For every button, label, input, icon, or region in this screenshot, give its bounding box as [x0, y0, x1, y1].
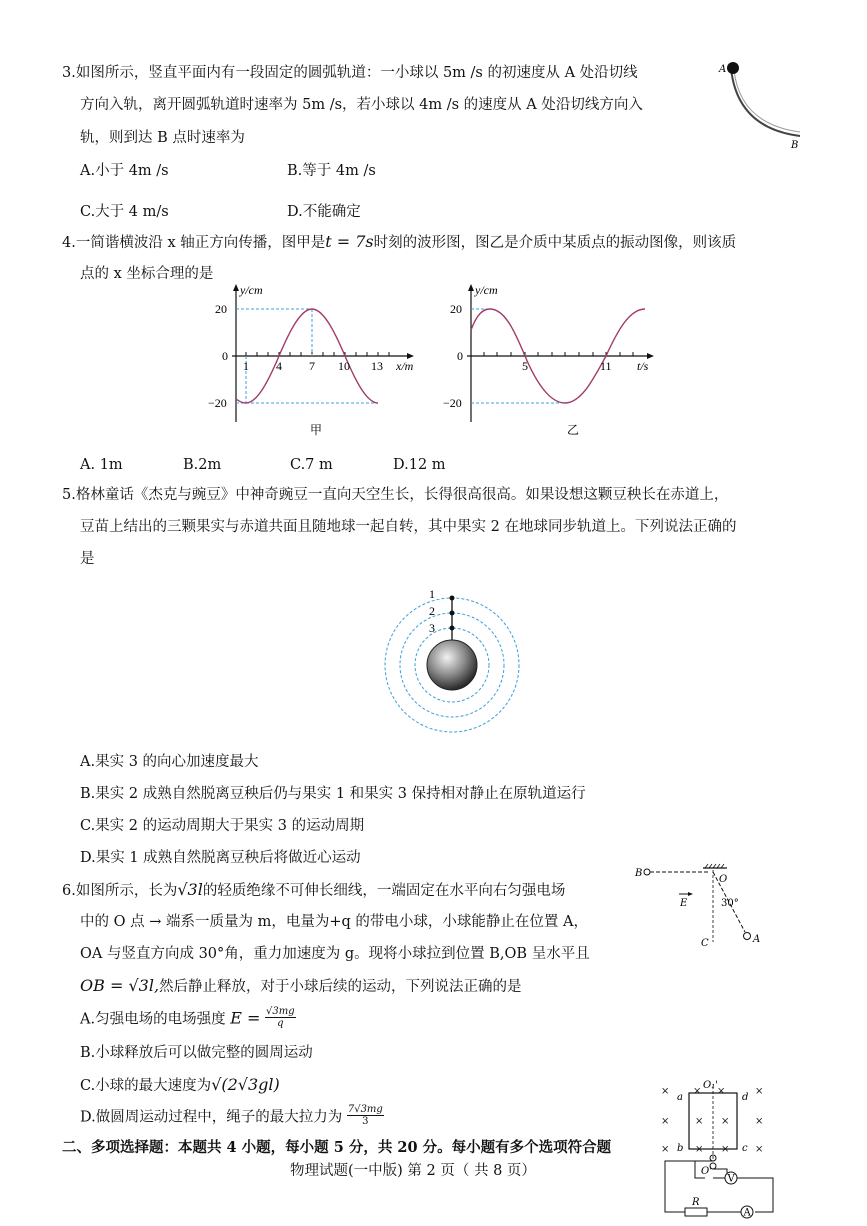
q7-resistor [685, 1208, 707, 1216]
q4-jia-tick-x10: 10 [338, 359, 350, 373]
svg-text:×: × [755, 1086, 764, 1097]
q4-line1a: 4.一简谐横波沿 x 轴正方向传播，图甲是 [62, 235, 326, 251]
q4-yi-tick-x11: 11 [600, 359, 612, 373]
svg-text:×: × [661, 1116, 670, 1127]
q6-label-c: C [701, 938, 709, 949]
q6-option-b: B.小球释放后可以做完整的圆周运动 [80, 1045, 313, 1061]
q6-line1a: 6.如图所示，长为 [62, 883, 178, 899]
q7-label-v: V [727, 1173, 735, 1185]
section-2-heading: 二、多项选择题：本题共 4 小题，每小题 5 分，共 20 分。每小题有多个选项符合题 [62, 1139, 612, 1156]
q4-yi-xlabel: t/s [637, 359, 649, 373]
svg-text:×: × [661, 1086, 670, 1097]
q4-yi-ylabel: y/cm [475, 283, 498, 297]
q6-option-d-num: 7√3mg [347, 1104, 383, 1115]
q7-label-ammeter: A [743, 1207, 751, 1219]
q3-line3: 轨，则到达 B 点时速率为 [80, 130, 245, 146]
q4-option-a: A. 1m [80, 457, 123, 473]
q3-label-b: B [791, 140, 799, 151]
q3-option-a: A.小于 4m /s [80, 163, 169, 179]
q3-arc-track-figure [715, 58, 805, 153]
q4-jia-tick-x4: 4 [276, 359, 282, 373]
svg-text:×: × [717, 1086, 726, 1097]
q4-jia-tick-x1: 1 [243, 359, 249, 373]
q4-jia-tick-x13: 13 [371, 359, 383, 373]
svg-text:×: × [695, 1116, 704, 1127]
q6-label-e: E [680, 898, 688, 909]
q4-line1b: 时刻的波形图，图乙是介质中某质点的振动图像，则该质 [373, 235, 737, 251]
q4-jia-tick-yneg20: −20 [208, 396, 227, 410]
q6-option-a-eq: E = [230, 1008, 261, 1028]
q4-yi-tick-y20: 20 [450, 302, 462, 316]
svg-text:×: × [693, 1086, 702, 1097]
q5-label-2: 2 [429, 604, 435, 618]
q4-jia-xlabel: x/m [396, 359, 414, 373]
q3-option-b: B.等于 4m /s [287, 163, 376, 179]
q4-jia-caption: 甲 [310, 423, 323, 437]
q6-length: √3l [177, 880, 203, 899]
q7-label-c: c [742, 1143, 748, 1154]
q7-label-d: d [742, 1092, 749, 1103]
q4-line2: 点的 x 坐标合理的是 [80, 266, 214, 282]
q6-ob-eq: OB = √3l, [80, 976, 160, 995]
q5-line3: 是 [80, 551, 95, 567]
q4-option-c: C.7 m [290, 457, 333, 473]
q6-line1 [62, 881, 565, 900]
q6-option-d-text: D.做圆周运动过程中，绳子的最大拉力为 [80, 1109, 343, 1126]
q5-label-1: 1 [429, 587, 435, 601]
q5-label-3: 3 [429, 621, 435, 635]
q6-option-a [80, 1008, 296, 1031]
q4-time-eq: t = 7s [325, 232, 374, 251]
q5-earth [427, 640, 477, 690]
q7-rotating-coil-figure [655, 1078, 780, 1222]
q5-option-c: C.果实 2 的运动周期大于果实 3 的运动周期 [80, 818, 365, 834]
q4-yi-caption: 乙 [567, 423, 580, 437]
q4-yi-tick-yneg20: −20 [443, 396, 462, 410]
q5-option-a: A.果实 3 的向心加速度最大 [80, 754, 259, 770]
q6-pendulum-figure [635, 862, 770, 957]
svg-text:×: × [755, 1116, 764, 1127]
q5-earth-orbits-figure [380, 585, 525, 735]
q6-line2: 中的 O 点 → 端系一质量为 m，电量为+q 的带电小球，小球能静止在位置 A， [80, 914, 588, 930]
q5-option-b: B.果实 2 成熟自然脱离豆秧后仍与果实 1 和果实 3 保持相对静止在原轨道运行 [80, 786, 586, 802]
page-footer: 物理试题(一中版) 第 2 页（ 共 8 页） [290, 1163, 536, 1179]
q3-line1: 3.如图所示，竖直平面内有一段固定的圆弧轨道：一小球以 5m /s 的初速度从 A 处沿切线 [62, 65, 638, 81]
q6-line1b: 的轻质绝缘不可伸长细线，一端固定在水平向右匀强电场 [202, 883, 566, 899]
q6-label-b: B [635, 868, 643, 879]
q6-option-c-eq: √(2√3gl) [211, 1075, 280, 1094]
q4-jia-tick-x7: 7 [309, 359, 315, 373]
q4-option-d: D.12 m [393, 457, 446, 473]
svg-text:×: × [661, 1144, 670, 1155]
q6-option-d-fraction [347, 1104, 384, 1127]
svg-text:×: × [695, 1144, 704, 1155]
q6-option-d [80, 1106, 384, 1129]
q6-line4 [80, 977, 522, 996]
q6-line3: OA 与竖直方向成 30°角，重力加速度为 g。现将小球拉到位置 B,OB 呈水平且 [80, 946, 590, 962]
q6-option-a-text: A.匀强电场的电场强度 [80, 1011, 226, 1028]
q4-jia-tick-y20: 20 [215, 302, 227, 316]
q5-option-d: D.果实 1 成熟自然脱离豆秧后将做近心运动 [80, 850, 361, 866]
q4-jia-ylabel: y/cm [240, 283, 263, 297]
svg-text:×: × [721, 1144, 730, 1155]
q4-yi-tick-y0: 0 [457, 349, 463, 363]
q4-jia-tick-y0: 0 [222, 349, 228, 363]
q6-option-a-fraction [265, 1006, 296, 1029]
q4-figure-jia [210, 282, 425, 437]
q3-label-a: A [719, 64, 727, 75]
q7-label-o1: O₁' [703, 1080, 718, 1091]
q3-option-c: C.大于 4 m/s [80, 204, 169, 220]
q4-line1 [62, 233, 736, 252]
q3-line2: 方向入轨，离开圆弧轨道时速率为 5m /s，若小球以 4m /s 的速度从 A 处沿切线方向入 [80, 97, 643, 113]
q7-label-b: b [677, 1143, 684, 1154]
q7-label-r: R [692, 1197, 700, 1208]
q5-line2: 豆苗上结出的三颗果实与赤道共面且随地球一起自转，其中果实 2 在地球同步轨道上。下列说法正确的 [80, 519, 737, 535]
q4-figure-yi [445, 282, 660, 437]
q5-line1: 5.格林童话《杰克与豌豆》中神奇豌豆一直向天空生长，长得很高很高。如果设想这颗豆秧长在赤道上， [62, 487, 729, 503]
q6-label-a: A [753, 934, 761, 945]
q6-label-angle: 30° [721, 898, 739, 909]
q3-ball [727, 62, 739, 74]
svg-text:×: × [721, 1116, 730, 1127]
q6-option-c [80, 1076, 280, 1095]
q6-option-c-text: C.小球的最大速度为 [80, 1078, 212, 1094]
q3-option-d: D.不能确定 [287, 204, 361, 220]
q6-option-d-den: 3 [362, 1116, 369, 1127]
svg-text:×: × [755, 1144, 764, 1155]
q6-option-a-den: q [277, 1018, 284, 1029]
q4-yi-tick-x5: 5 [522, 359, 528, 373]
q7-label-a: a [677, 1092, 683, 1103]
q7-label-o: O' [701, 1166, 712, 1177]
q4-option-b: B.2m [183, 457, 222, 473]
q6-label-o: O [719, 874, 728, 885]
q6-line4b: 然后静止释放，对于小球后续的运动，下列说法正确的是 [159, 979, 522, 995]
q6-option-a-num: √3mg [265, 1006, 295, 1017]
